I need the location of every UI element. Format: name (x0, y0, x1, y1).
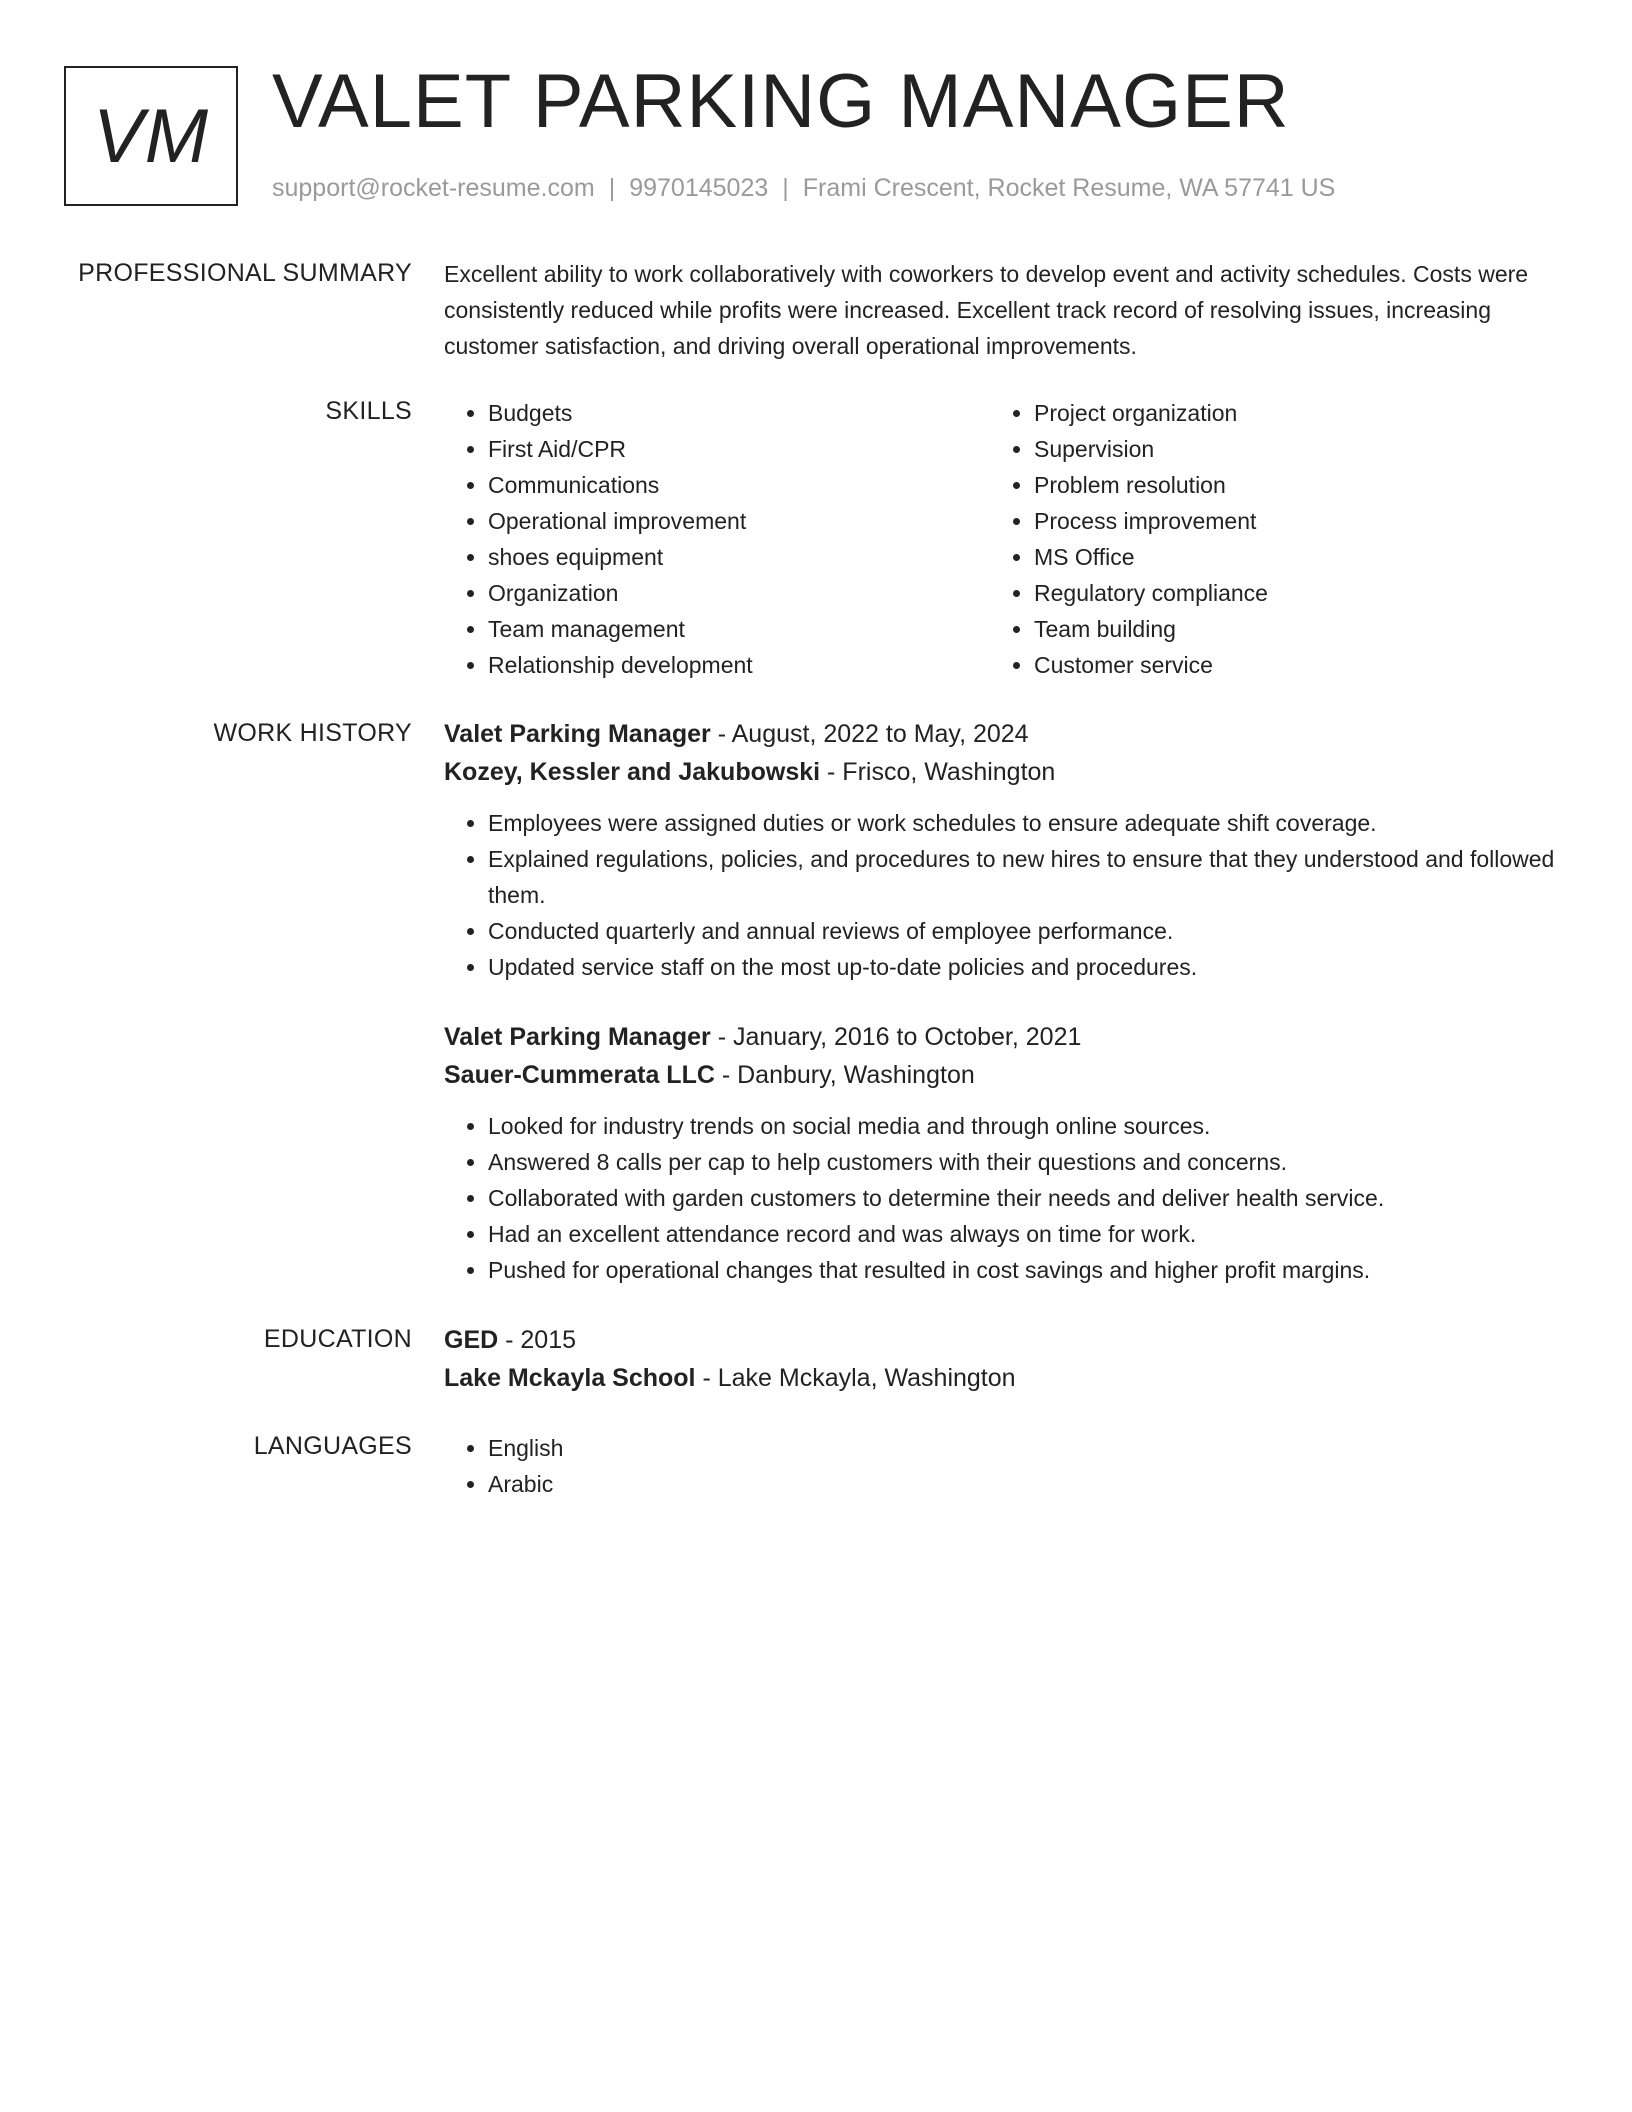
education-location: - Lake Mckayla, Washington (695, 1364, 1016, 1392)
monogram-box (64, 66, 238, 206)
section-label-languages: LANGUAGES (253, 1432, 412, 1460)
job-bullet: • Had an excellent attendance record and was always on time for work. (488, 1216, 1560, 1252)
education-year: - 2015 (498, 1326, 577, 1354)
summary-section (444, 256, 1560, 364)
skill-item: • Operational improvement (488, 503, 964, 539)
job-bullet: • Pushed for operational changes that resulted in cost savings and higher profit margins. (488, 1252, 1560, 1288)
skill-item: • Team management (488, 611, 964, 647)
job-bullets (444, 1108, 1560, 1288)
job-bullets (444, 805, 1560, 985)
section-label-education: EDUCATION (263, 1325, 412, 1353)
job-location: - Frisco, Washington (820, 758, 1056, 786)
job-dates: - August, 2022 to May, 2024 (710, 720, 1029, 748)
languages-section (444, 1430, 1560, 1502)
skill-item: • Budgets (488, 395, 964, 431)
job-bullet: • Answered 8 calls per cap to help customers with their questions and concerns. (488, 1144, 1560, 1180)
skill-item: • Team building (1034, 611, 1510, 647)
job-bullet: • Employees were assigned duties or work schedules to ensure adequate shift coverage. (488, 805, 1560, 841)
skill-item: • Relationship development (488, 647, 964, 683)
skill-item: • Communications (488, 467, 964, 503)
skill-item: • Regulatory compliance (1034, 575, 1510, 611)
job-company: Sauer-Cummerata LLC (444, 1061, 715, 1089)
education-degree-line (444, 1321, 1560, 1359)
skills-list-right (990, 395, 1510, 683)
job-title: Valet Parking Manager (444, 720, 711, 748)
languages-list (444, 1430, 1560, 1502)
section-label-skills: SKILLS (325, 397, 412, 425)
job-dates: - January, 2016 to October, 2021 (710, 1023, 1082, 1051)
skill-item: • Customer service (1034, 647, 1510, 683)
job-company-line (444, 1056, 1560, 1094)
skill-item: • First Aid/CPR (488, 431, 964, 467)
education-school: Lake Mckayla School (444, 1364, 696, 1392)
job-bullet: • Collaborated with garden customers to determine their needs and deliver health service. (488, 1180, 1560, 1216)
job-bullet: • Looked for industry trends on social media and through online sources. (488, 1108, 1560, 1144)
job-bullet: • Conducted quarterly and annual reviews of employee performance. (488, 913, 1560, 949)
job-bullet: • Explained regulations, policies, and procedures to new hires to ensure that they understood and followed them. (488, 841, 1560, 913)
section-label-work-history: WORK HISTORY (213, 719, 412, 747)
education-school-line (444, 1359, 1560, 1397)
monogram-initials: VM (93, 93, 209, 179)
job-title-line (444, 715, 1560, 753)
job-entry (444, 715, 1560, 985)
job-bullet: • Updated service staff on the most up-to-date policies and procedures. (488, 949, 1560, 985)
job-title-line (444, 1018, 1560, 1056)
skill-item: • Supervision (1034, 431, 1510, 467)
contact-phone: 9970145023 (629, 174, 769, 202)
contact-line (272, 172, 1335, 205)
section-label-summary: PROFESSIONAL SUMMARY (78, 259, 412, 287)
contact-separator: | (608, 174, 616, 202)
job-company-line (444, 753, 1560, 791)
skills-column-left (444, 395, 964, 683)
job-title: Valet Parking Manager (444, 1023, 711, 1051)
contact-address: Frami Crescent, Rocket Resume, WA 57741 US (802, 174, 1336, 202)
job-company: Kozey, Kessler and Jakubowski (444, 758, 821, 786)
skill-item: • shoes equipment (488, 539, 964, 575)
page-title: VALET PARKING MANAGER (272, 59, 1290, 144)
skills-column-right (990, 395, 1510, 683)
skill-item: • MS Office (1034, 539, 1510, 575)
contact-separator: | (782, 174, 789, 202)
summary-text: Excellent ability to work collaboratively with coworkers to develop event and activity schedules. Costs were consistently reduced while profits were increased. Excellent track record of resolving issues, increasing customer satisfaction, and driving overall operational improvements. (444, 261, 1529, 359)
skill-item: • Project organization (1034, 395, 1510, 431)
skill-item: • Problem resolution (1034, 467, 1510, 503)
language-item: • English (488, 1430, 1560, 1466)
language-item: • Arabic (488, 1466, 1560, 1502)
education-degree: GED (444, 1326, 499, 1354)
skill-item: • Organization (488, 575, 964, 611)
skills-list-left (444, 395, 964, 683)
job-location: - Danbury, Washington (714, 1061, 975, 1089)
job-entry (444, 1018, 1560, 1288)
skill-item: • Process improvement (1034, 503, 1510, 539)
contact-email: support@rocket-resume.com (272, 174, 595, 202)
education-section (444, 1321, 1560, 1397)
